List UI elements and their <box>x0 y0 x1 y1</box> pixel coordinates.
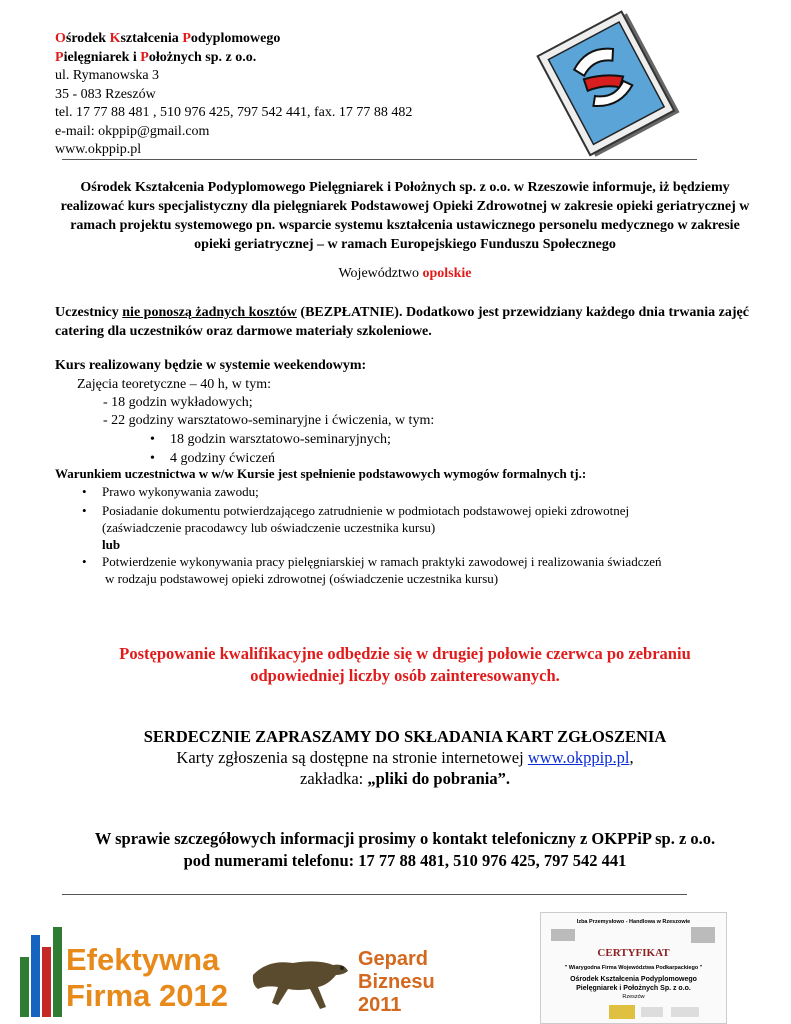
course-heading: Kurs realizowany będzie w systemie weekendowym: <box>55 358 367 373</box>
contact-info: W sprawie szczegółowych informacji prosimy o kontakt telefoniczny z OKPPiP sp. z o.o. pod numerami telefonu: 17 77 88 481, 510 976 425, 797 542 441 <box>94 829 716 870</box>
org-name-line2: Pielęgniarek i Położnych sp. z o.o. <box>55 49 257 65</box>
email: e-mail: okppip@gmail.com <box>55 123 210 139</box>
address: ul. Rymanowska 3 <box>55 68 160 83</box>
website-link[interactable]: www.okppip.pl <box>527 748 630 767</box>
seal-icon <box>691 927 715 943</box>
org-name-line1: Ośrodek Kształcenia Podyplomowego <box>55 31 281 46</box>
stamp-icon <box>609 1005 635 1019</box>
postal-code: 35 - 083 Rzeszów <box>55 86 156 102</box>
efektywna-firma-logo: Efektywna Firma 2012 <box>18 925 233 1017</box>
qualification-notice: Postępowanie kwalifikacyjne odbędzie się w drugiej połowie czerwca po zebraniu odpowiedniej liczby osób zainteresowanych. <box>119 644 691 685</box>
list-item: • Posiadanie dokumentu potwierdzającego zatrudnienie w podmiotach podstawowej opieki zdrowotnej (zaświadczenie pracodawcy lub oświadczenie uczestnika kursu) lub <box>102 502 742 553</box>
course-theory: Zajęcia teoretyczne – 40 h, w tym: <box>77 377 271 392</box>
list-item: • Potwierdzenie wykonywania pracy pielęgniarskiej w ramach praktyki zawodowej i realizowania świadczeń w rodzaju podstawowej opieki zdrowotnej (oświadczenie uczestnika kursu) <box>102 553 742 587</box>
signature-icon <box>641 1007 663 1017</box>
seal-icon <box>551 929 575 941</box>
region-name: opolskie <box>422 266 472 281</box>
header-divider <box>62 159 697 160</box>
letterhead <box>55 30 412 160</box>
gepard-biznesu-logo: Gepard Biznesu 2011 <box>358 948 435 1016</box>
course-workshops: - 22 godziny warsztatowo-seminaryjne i ćwiczenia, w tym: <box>103 413 435 428</box>
list-item: • Prawo wykonywania zawodu; <box>102 483 742 500</box>
phone-numbers: tel. 17 77 88 481 , 510 976 425, 797 542 441, fax. 17 77 88 482 <box>55 105 413 120</box>
invitation: SERDECZNIE ZAPRASZAMY DO SKŁADANIA KART ZGŁOSZENIA Karty zgłoszenia są dostępne na stronie internetowej www.okppip.pl, zakładka: „pliki do pobrania”. <box>40 726 770 789</box>
conditions-heading: Warunkiem uczestnictwa w w/w Kursie jest spełnienie podstawowych wymogów formalnych tj.: <box>55 466 587 481</box>
course-sublist <box>170 430 391 468</box>
region-line: Województwo opolskie <box>338 266 472 281</box>
footer-divider <box>62 894 687 895</box>
or-label: lub <box>102 537 121 552</box>
signature-icon <box>671 1007 699 1017</box>
website: www.okppip.pl <box>55 142 142 157</box>
list-item: • 18 godzin warsztatowo-seminaryjnych; <box>170 430 391 449</box>
participants-paragraph: Uczestnicy nie ponoszą żadnych kosztów (BEZPŁATNIE). Dodatkowo jest przewidziany każdego dnia trwania zajęć catering dla uczestników oraz darmowe materiały szkoleniowe. <box>55 305 749 339</box>
conditions-list <box>102 483 742 587</box>
book-logo-icon <box>525 8 700 158</box>
certificate-image: Izba Przemysłowo - Handlowa w Rzeszowie CERTYFIKAT " Wiarygodna Firma Województwa Podkarpackiego " Ośrodek Kształcenia Podyplomowego Pielęgniarek i Położnych Sp. z o.o. Rzeszów <box>540 912 727 1024</box>
course-lectures: - 18 godzin wykładowych; <box>103 395 253 410</box>
cheetah-icon <box>248 945 353 1013</box>
list-item: • 4 godziny ćwiczeń <box>170 449 391 468</box>
invitation-heading: SERDECZNIE ZAPRASZAMY DO SKŁADANIA KART ZGŁOSZENIA <box>143 727 667 746</box>
intro-paragraph: Ośrodek Kształcenia Podyplomowego Pielęgniarek i Położnych sp. z o.o. w Rzeszowie informuje, iż będziemy realizować kurs specjalistyczny dla pielęgniarek Podstawowej Opieki Zdrowotnej w zakresie opieki geriatrycznej w ramach projektu systemowego pn. wsparcie systemu kształcenia ustawicznego personelu medycznego w zakresie opieki geriatrycznej – w ramach Europejskiego Funduszu Społecznego <box>60 180 750 252</box>
